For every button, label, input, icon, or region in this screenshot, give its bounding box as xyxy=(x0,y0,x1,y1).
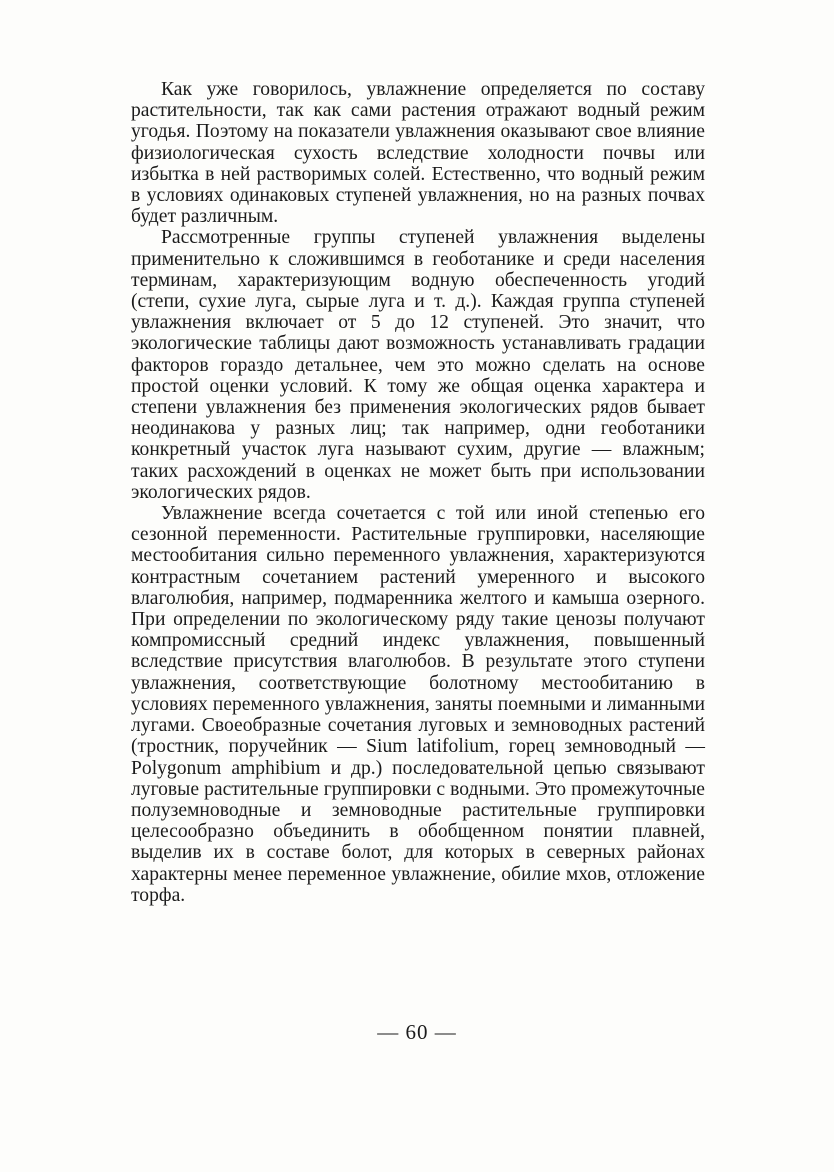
paragraph-1: Как уже говорилось, увлажнение определяется по составу растительности, так как сами растения отражают водный режим угодья. Поэтому на показатели увлажнения оказывают свое влияние физиологическая сухость вследствие холодности почвы или избытка в ней растворимых солей. Естественно, что водный режим в условиях одинаковых ступеней увлажнения, но на разных почвах будет различным. xyxy=(131,79,705,228)
body-text xyxy=(131,79,705,906)
paragraph-3: Увлажнение всегда сочетается с той или иной степенью его сезонной переменности. Растительные группировки, населяющие местообитания сильно переменного увлажнения, характеризуются контрастным сочетанием растений умеренного и высокого влаголюбия, например, подмаренника желтого и камыша озерного. При определении по экологическому ряду такие ценозы получают компромиссный средний индекс увлажнения, повышенный вследствие присутствия влаголюбов. В результате этого ступени увлажнения, соответствующие болотному местообитанию в условиях переменного увлажнения, заняты поемными и лиманными лугами. Своеобразные сочетания луговых и земноводных растений (тростник, поручейник — Sium latifolium, горец земноводный — Polygonum amphibium и др.) последовательной цепью связывают луговые растительные группировки с водными. Это промежуточные полуземноводные и земноводные растительные группировки целесообразно объединить в обобщенном понятии плавней, выделив их в составе болот, для которых в северных районах характерны менее переменное увлажнение, обилие мхов, отложение торфа. xyxy=(131,503,705,906)
page-number: — 60 — xyxy=(377,1020,457,1044)
paragraph-2: Рассмотренные группы ступеней увлажнения выделены применительно к сложившимся в геоботанике и среди населения терминам, характеризующим водную обеспеченность угодий (степи, сухие луга, сырые луга и т. д.). Каждая группа ступеней увлажнения включает от 5 до 12 ступеней. Это значит, что экологические таблицы дают возможность устанавливать градации факторов гораздо детальнее, чем это можно сделать на основе простой оценки условий. К тому же общая оценка характера и степени увлажнения без применения экологических рядов бывает неодинакова у разных лиц; так например, одни геоботаники конкретный участок луга называют сухим, другие — влажным; таких расхождений в оценках не может быть при использовании экологических рядов. xyxy=(131,227,705,503)
